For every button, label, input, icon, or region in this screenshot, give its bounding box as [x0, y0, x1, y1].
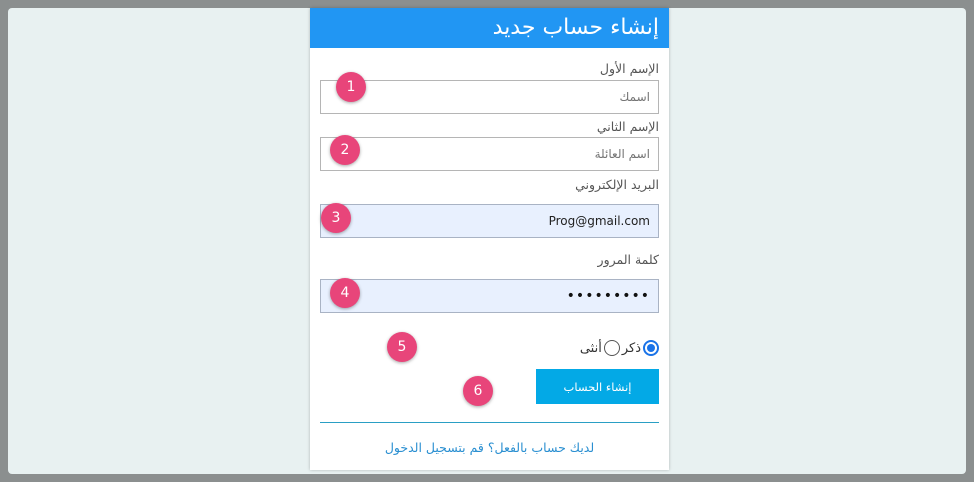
login-link[interactable]: لديك حساب بالفعل؟ قم بتسجيل الدخول: [384, 440, 595, 455]
last-name-input[interactable]: [320, 137, 659, 171]
signup-card: [310, 8, 669, 470]
password-input[interactable]: •••••••••: [320, 279, 659, 313]
email-input[interactable]: Prog@gmail.com: [320, 204, 659, 238]
gender-female-label: أنثى: [579, 340, 602, 356]
first-name-input[interactable]: [320, 80, 659, 114]
gender-male-radio[interactable]: [643, 340, 659, 356]
last-name-label: الإسم الثاني: [596, 119, 659, 134]
create-account-button[interactable]: إنشاء الحساب: [536, 369, 659, 404]
annotation-badge-6: 6: [463, 376, 493, 406]
gender-female-radio[interactable]: [604, 340, 620, 356]
annotation-badge-1: 1: [336, 72, 366, 102]
password-label: كلمة المرور: [597, 252, 659, 267]
divider: [320, 422, 659, 423]
email-label: البريد الإلكتروني: [575, 177, 659, 192]
first-name-label: الإسم الأول: [599, 61, 659, 76]
form-title: إنشاء حساب جديد: [310, 8, 669, 48]
annotation-badge-2: 2: [330, 135, 360, 165]
annotation-badge-3: 3: [321, 203, 351, 233]
annotation-badge-5: 5: [387, 332, 417, 362]
gender-group: [578, 337, 659, 359]
gender-male-label: ذكر: [621, 340, 641, 356]
annotation-badge-4: 4: [330, 278, 360, 308]
